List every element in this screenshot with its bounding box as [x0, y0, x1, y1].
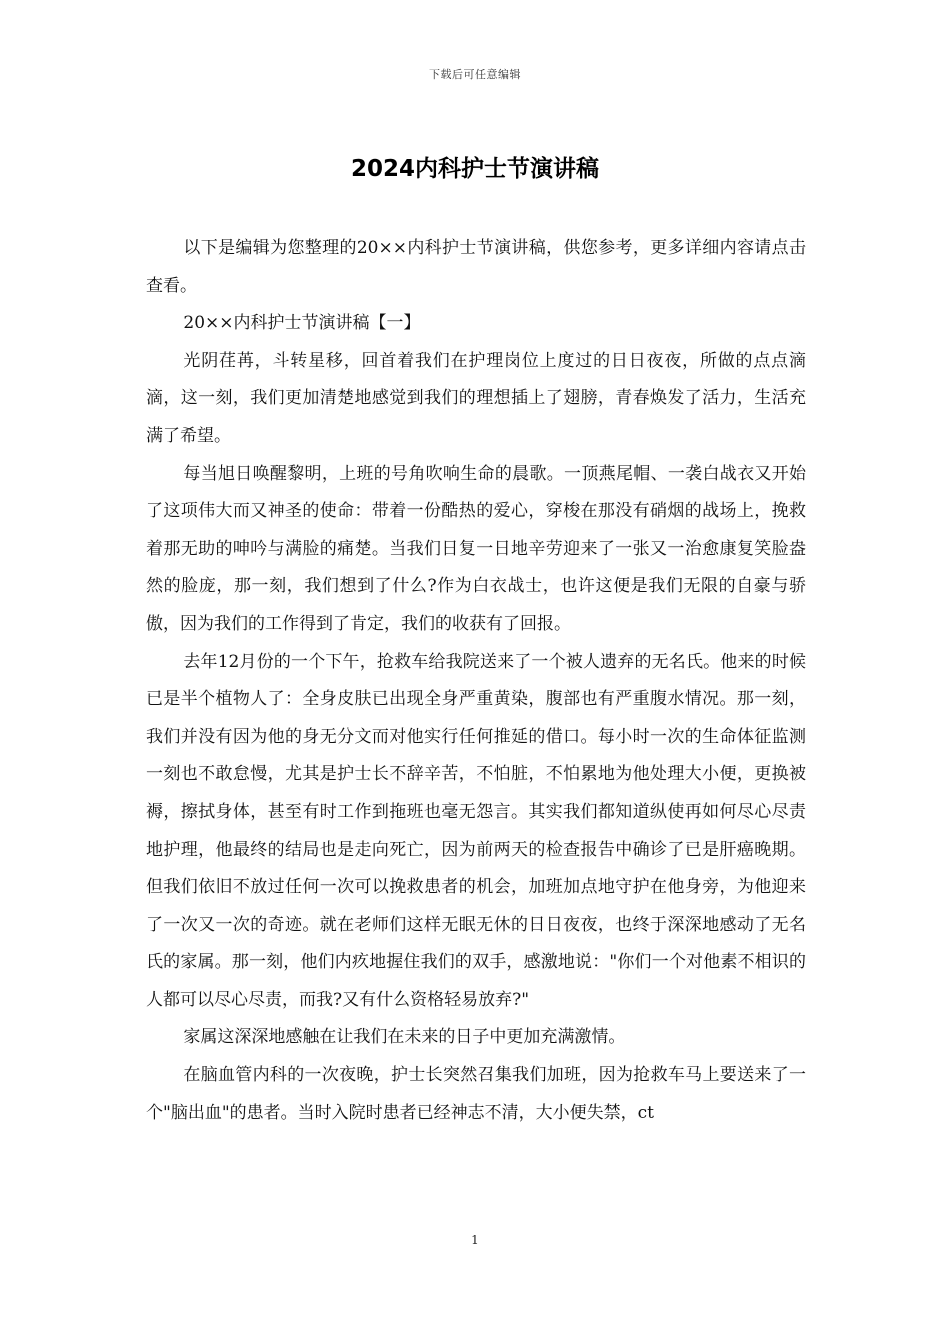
paragraph: 家属这深深地感触在让我们在未来的日子中更加充满激情。 [183, 1027, 626, 1048]
header-note: 下载后可任意编辑 [429, 68, 521, 81]
paragraph: 在脑血管内科的一次夜晚，护士长突然召集我们加班，因为抢救车马上要送来了一个"脑出血"的患者。当时入院时患者已经神志不清，大小便失禁，ct [146, 1065, 806, 1123]
document-title: 2024内科护士节演讲稿 [350, 156, 599, 182]
document-body [146, 230, 806, 1132]
page-number: 1 [471, 1233, 479, 1247]
section-heading: 20××内科护士节演讲稿【一】 [183, 313, 421, 334]
paragraph-intro: 以下是编辑为您整理的20××内科护士节演讲稿，供您参考，更多详细内容请点击查看。 [146, 238, 806, 296]
paragraph: 每当旭日唤醒黎明，上班的号角吹响生命的晨歌。一顶燕尾帽、一袭白战衣又开始了这项伟大而又神圣的使命：带着一份酷热的爱心，穿梭在那没有硝烟的战场上，挽救着那无助的呻吟与满脸的痛楚。当我们日复一日地辛劳迎来了一张又一治愈康复笑脸盎然的脸庞，那一刻，我们想到了什么?作为白衣战士，也许这便是我们无限的自豪与骄傲，因为我们的工作得到了肯定，我们的收获有了回报。 [146, 463, 806, 634]
paragraph: 光阴荏苒，斗转星移，回首着我们在护理岗位上度过的日日夜夜，所做的点点滴滴，这一刻，我们更加清楚地感觉到我们的理想插上了翅膀，青春焕发了活力，生活充满了希望。 [146, 350, 806, 446]
paragraph: 去年12月份的一个下午，抢救车给我院送来了一个被人遗弃的无名氏。他来的时候已是半个植物人了：全身皮肤已出现全身严重黄染，腹部也有严重腹水情况。那一刻，我们并没有因为他的身无分文而对他实行任何推延的借口。每小时一次的生命体征监测一刻也不敢怠慢，尤其是护士长不辞辛苦，不怕脏，不怕累地为他处理大小便，更换被褥，擦拭身体，甚至有时工作到拖班也毫无怨言。其实我们都知道纵使再如何尽心尽责地护理，他最终的结局也是走向死亡，因为前两天的检查报告中确诊了已是肝癌晚期。但我们依旧不放过任何一次可以挽救患者的机会，加班加点地守护在他身旁，为他迎来了一次又一次的奇迹。就在老师们这样无眠无休的日日夜夜，也终于深深地感动了无名氏的家属。那一刻，他们内疚地握住我们的双手，感激地说："你们一个对他素不相识的人都可以尽心尽责，而我?又有什么资格轻易放弃?" [146, 651, 806, 1010]
